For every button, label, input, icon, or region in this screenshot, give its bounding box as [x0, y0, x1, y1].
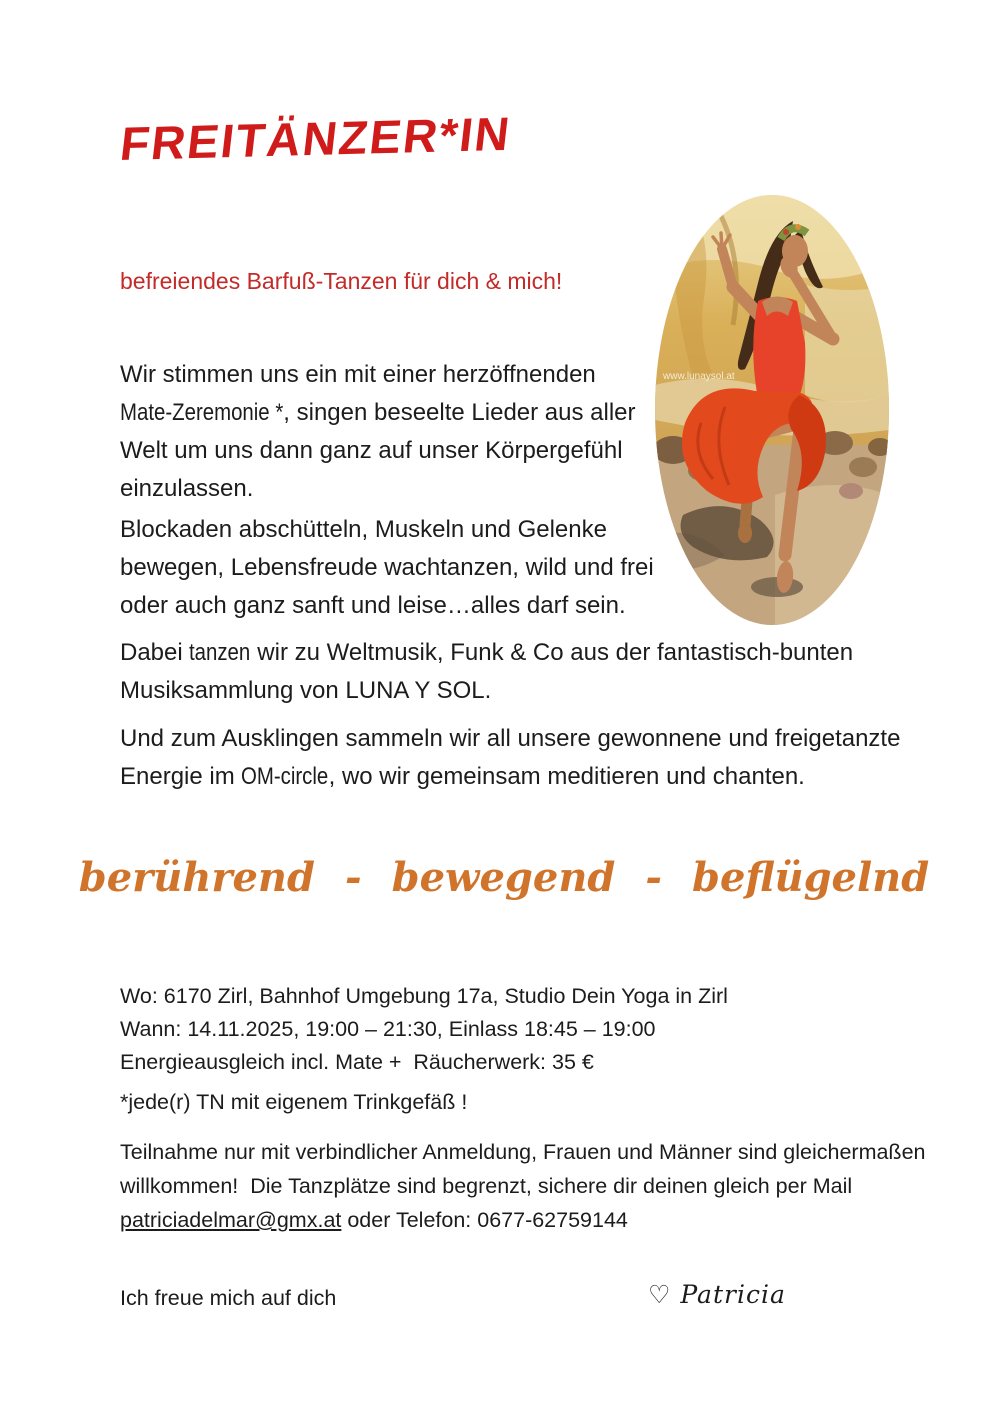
event-details	[120, 980, 728, 1079]
photo-watermark: www.lunaysol.at	[663, 371, 735, 382]
phone-text: oder Telefon: 0677-62759144	[341, 1208, 628, 1232]
detail-location: Wo: 6170 Zirl, Bahnhof Umgebung 17a, Studio Dein Yoga in Zirl	[120, 984, 728, 1008]
body-line: einzulassen.	[120, 475, 254, 502]
body-line: Und zum Ausklingen sammeln wir all unsere gewonnene und freigetanzte	[120, 725, 901, 752]
registration-line: willkommen! Die Tanzplätze sind begrenzt, sichere dir deinen gleich per Mail	[120, 1174, 853, 1198]
keyword-mate-zeremonie: Mate-Zeremonie *	[120, 399, 284, 426]
body-line: Dabei tanzen wir zu Weltmusik, Funk & Co aus der fantastisch-bunten	[120, 634, 853, 672]
paragraph-ausklingen	[120, 720, 900, 796]
body-line: Welt um uns dann ganz auf unser Körpergefühl	[120, 437, 623, 464]
tagline-word: berührend	[78, 854, 315, 901]
paragraph-musik	[120, 634, 853, 710]
dancer-photo-illustration	[655, 195, 889, 625]
body-line: Energie im OM-circle, wo wir gemeinsam meditieren und chanten.	[120, 758, 900, 796]
keyword-tanzen: tanzen	[189, 639, 251, 666]
registration-line	[120, 1203, 925, 1237]
page-subtitle: befreiendes Barfuß-Tanzen für dich & mich!	[120, 268, 563, 294]
closing-text: Ich freue mich auf dich	[120, 1286, 337, 1310]
tagline-word: bewegend	[391, 854, 616, 901]
page-title: FREITÄNZER*IN	[117, 106, 514, 170]
body-line: oder auch ganz sanft und leise…alles darf sein.	[120, 592, 626, 619]
body-line: bewegen, Lebensfreude wachtanzen, wild und frei	[120, 554, 654, 581]
keyword-om-circle: OM-circle	[241, 763, 329, 790]
email-link[interactable]: patriciadelmar@gmx.at	[120, 1208, 342, 1232]
registration-line: Teilnahme nur mit verbindlicher Anmeldung, Frauen und Männer sind gleichermaßen	[120, 1140, 926, 1164]
detail-price: Energieausgleich incl. Mate + Räucherwerk: 35 €	[120, 1050, 594, 1074]
tagline-script	[0, 854, 1008, 901]
registration-info	[120, 1135, 925, 1237]
paragraph-blockaden	[120, 511, 654, 625]
body-line: Musiksammlung von LUNA Y SOL.	[120, 677, 492, 704]
footnote-trinkgefaess: *jede(r) TN mit eigenem Trinkgefäß !	[120, 1090, 468, 1114]
tagline-dash: -	[645, 854, 662, 901]
body-line: Wir stimmen uns ein mit einer herzöffnenden	[120, 361, 596, 388]
tagline-dash: -	[344, 854, 362, 901]
body-line: Blockaden abschütteln, Muskeln und Gelenke	[120, 516, 607, 543]
body-line: Mate-Zeremonie *, singen beseelte Lieder aus aller	[120, 394, 636, 432]
detail-datetime: Wann: 14.11.2025, 19:00 – 21:30, Einlass 18:45 – 19:00	[120, 1017, 656, 1041]
signature: ♡ Patricia	[648, 1280, 786, 1309]
tagline-word: beflügelnd	[691, 854, 930, 901]
paragraph-intro	[120, 356, 636, 508]
dancer-photo	[655, 195, 889, 625]
